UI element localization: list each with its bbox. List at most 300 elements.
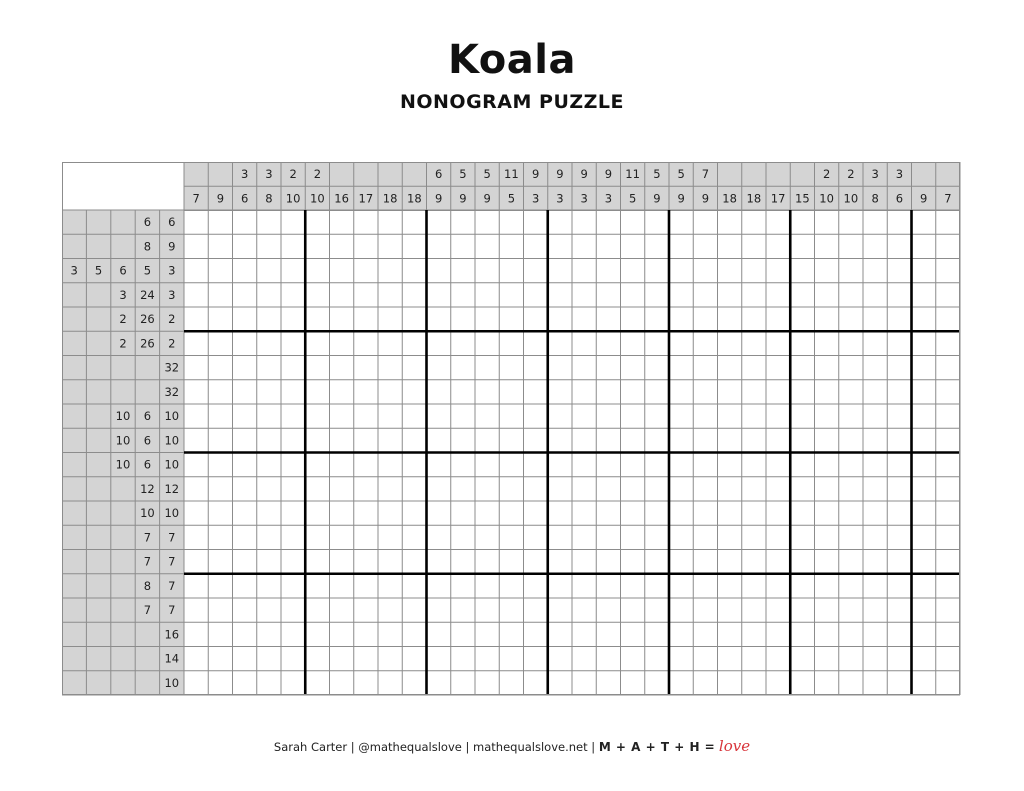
puzzle-cell[interactable] — [330, 283, 354, 307]
puzzle-cell[interactable] — [621, 550, 645, 574]
puzzle-cell[interactable] — [524, 404, 548, 428]
puzzle-cell[interactable] — [645, 598, 669, 622]
puzzle-cell[interactable] — [524, 283, 548, 307]
puzzle-cell[interactable] — [184, 647, 208, 671]
puzzle-cell[interactable] — [863, 525, 887, 549]
puzzle-cell[interactable] — [257, 259, 281, 283]
puzzle-cell[interactable] — [330, 525, 354, 549]
puzzle-cell[interactable] — [815, 331, 839, 355]
puzzle-cell[interactable] — [499, 622, 523, 646]
puzzle-cell[interactable] — [257, 525, 281, 549]
puzzle-cell[interactable] — [402, 331, 426, 355]
puzzle-cell[interactable] — [451, 307, 475, 331]
puzzle-cell[interactable] — [839, 574, 863, 598]
puzzle-cell[interactable] — [305, 380, 329, 404]
puzzle-cell[interactable] — [548, 550, 572, 574]
puzzle-cell[interactable] — [548, 622, 572, 646]
puzzle-cell[interactable] — [402, 671, 426, 695]
puzzle-cell[interactable] — [305, 283, 329, 307]
puzzle-cell[interactable] — [208, 501, 232, 525]
puzzle-cell[interactable] — [912, 234, 936, 258]
puzzle-cell[interactable] — [863, 550, 887, 574]
puzzle-cell[interactable] — [790, 598, 814, 622]
puzzle-cell[interactable] — [184, 598, 208, 622]
puzzle-cell[interactable] — [378, 307, 402, 331]
puzzle-cell[interactable] — [839, 428, 863, 452]
puzzle-cell[interactable] — [548, 283, 572, 307]
puzzle-cell[interactable] — [427, 331, 451, 355]
puzzle-cell[interactable] — [863, 428, 887, 452]
puzzle-cell[interactable] — [257, 671, 281, 695]
puzzle-cell[interactable] — [233, 477, 257, 501]
puzzle-cell[interactable] — [863, 307, 887, 331]
puzzle-cell[interactable] — [281, 331, 305, 355]
puzzle-cell[interactable] — [572, 380, 596, 404]
puzzle-cell[interactable] — [330, 380, 354, 404]
puzzle-cell[interactable] — [766, 380, 790, 404]
puzzle-cell[interactable] — [524, 622, 548, 646]
puzzle-cell[interactable] — [766, 331, 790, 355]
puzzle-cell[interactable] — [742, 501, 766, 525]
puzzle-cell[interactable] — [378, 622, 402, 646]
puzzle-cell[interactable] — [596, 307, 620, 331]
puzzle-cell[interactable] — [766, 550, 790, 574]
puzzle-cell[interactable] — [790, 550, 814, 574]
puzzle-cell[interactable] — [936, 598, 960, 622]
puzzle-cell[interactable] — [887, 477, 911, 501]
puzzle-cell[interactable] — [693, 477, 717, 501]
puzzle-cell[interactable] — [572, 283, 596, 307]
puzzle-cell[interactable] — [281, 356, 305, 380]
puzzle-cell[interactable] — [378, 501, 402, 525]
puzzle-cell[interactable] — [402, 283, 426, 307]
puzzle-cell[interactable] — [766, 574, 790, 598]
puzzle-cell[interactable] — [257, 404, 281, 428]
puzzle-cell[interactable] — [402, 453, 426, 477]
puzzle-cell[interactable] — [790, 671, 814, 695]
puzzle-cell[interactable] — [645, 525, 669, 549]
puzzle-cell[interactable] — [718, 404, 742, 428]
puzzle-cell[interactable] — [499, 404, 523, 428]
puzzle-cell[interactable] — [281, 598, 305, 622]
puzzle-cell[interactable] — [766, 234, 790, 258]
puzzle-cell[interactable] — [378, 550, 402, 574]
puzzle-cell[interactable] — [281, 501, 305, 525]
puzzle-cell[interactable] — [281, 574, 305, 598]
puzzle-cell[interactable] — [330, 331, 354, 355]
puzzle-cell[interactable] — [693, 501, 717, 525]
puzzle-cell[interactable] — [693, 622, 717, 646]
puzzle-cell[interactable] — [330, 428, 354, 452]
puzzle-cell[interactable] — [669, 647, 693, 671]
puzzle-cell[interactable] — [354, 453, 378, 477]
puzzle-cell[interactable] — [718, 283, 742, 307]
puzzle-cell[interactable] — [912, 622, 936, 646]
puzzle-cell[interactable] — [330, 550, 354, 574]
puzzle-cell[interactable] — [742, 404, 766, 428]
puzzle-cell[interactable] — [354, 574, 378, 598]
puzzle-cell[interactable] — [572, 574, 596, 598]
puzzle-cell[interactable] — [572, 598, 596, 622]
puzzle-cell[interactable] — [451, 210, 475, 234]
puzzle-cell[interactable] — [863, 331, 887, 355]
puzzle-cell[interactable] — [257, 622, 281, 646]
puzzle-cell[interactable] — [766, 428, 790, 452]
puzzle-cell[interactable] — [305, 477, 329, 501]
puzzle-cell[interactable] — [693, 307, 717, 331]
puzzle-cell[interactable] — [887, 525, 911, 549]
puzzle-cell[interactable] — [281, 234, 305, 258]
puzzle-cell[interactable] — [257, 380, 281, 404]
puzzle-cell[interactable] — [669, 210, 693, 234]
puzzle-cell[interactable] — [475, 550, 499, 574]
puzzle-cell[interactable] — [718, 234, 742, 258]
puzzle-cell[interactable] — [281, 283, 305, 307]
puzzle-cell[interactable] — [645, 622, 669, 646]
puzzle-cell[interactable] — [548, 331, 572, 355]
puzzle-cell[interactable] — [402, 501, 426, 525]
puzzle-cell[interactable] — [742, 574, 766, 598]
puzzle-cell[interactable] — [863, 598, 887, 622]
puzzle-cell[interactable] — [305, 428, 329, 452]
puzzle-cell[interactable] — [887, 428, 911, 452]
puzzle-cell[interactable] — [354, 622, 378, 646]
puzzle-cell[interactable] — [596, 283, 620, 307]
puzzle-cell[interactable] — [499, 307, 523, 331]
puzzle-cell[interactable] — [330, 307, 354, 331]
puzzle-cell[interactable] — [645, 550, 669, 574]
puzzle-cell[interactable] — [427, 671, 451, 695]
puzzle-cell[interactable] — [790, 477, 814, 501]
puzzle-cell[interactable] — [766, 501, 790, 525]
puzzle-cell[interactable] — [208, 356, 232, 380]
puzzle-cell[interactable] — [378, 428, 402, 452]
puzzle-cell[interactable] — [766, 307, 790, 331]
puzzle-cell[interactable] — [596, 404, 620, 428]
puzzle-cell[interactable] — [596, 501, 620, 525]
puzzle-cell[interactable] — [499, 647, 523, 671]
puzzle-cell[interactable] — [184, 210, 208, 234]
puzzle-cell[interactable] — [863, 501, 887, 525]
puzzle-cell[interactable] — [572, 234, 596, 258]
puzzle-cell[interactable] — [621, 525, 645, 549]
puzzle-cell[interactable] — [378, 356, 402, 380]
puzzle-cell[interactable] — [645, 210, 669, 234]
puzzle-cell[interactable] — [766, 477, 790, 501]
puzzle-cell[interactable] — [815, 647, 839, 671]
puzzle-cell[interactable] — [742, 210, 766, 234]
puzzle-cell[interactable] — [208, 453, 232, 477]
puzzle-cell[interactable] — [524, 259, 548, 283]
puzzle-cell[interactable] — [427, 525, 451, 549]
puzzle-cell[interactable] — [863, 453, 887, 477]
puzzle-cell[interactable] — [839, 671, 863, 695]
puzzle-cell[interactable] — [815, 525, 839, 549]
puzzle-cell[interactable] — [524, 525, 548, 549]
puzzle-cell[interactable] — [645, 453, 669, 477]
puzzle-cell[interactable] — [621, 671, 645, 695]
puzzle-cell[interactable] — [936, 307, 960, 331]
puzzle-cell[interactable] — [451, 647, 475, 671]
puzzle-cell[interactable] — [548, 525, 572, 549]
puzzle-cell[interactable] — [475, 671, 499, 695]
puzzle-cell[interactable] — [572, 622, 596, 646]
puzzle-cell[interactable] — [208, 598, 232, 622]
puzzle-cell[interactable] — [693, 428, 717, 452]
puzzle-cell[interactable] — [475, 210, 499, 234]
puzzle-cell[interactable] — [839, 404, 863, 428]
puzzle-cell[interactable] — [305, 307, 329, 331]
puzzle-cell[interactable] — [669, 283, 693, 307]
puzzle-cell[interactable] — [427, 477, 451, 501]
puzzle-cell[interactable] — [693, 234, 717, 258]
puzzle-cell[interactable] — [378, 404, 402, 428]
puzzle-cell[interactable] — [669, 501, 693, 525]
puzzle-cell[interactable] — [596, 525, 620, 549]
puzzle-cell[interactable] — [790, 380, 814, 404]
puzzle-cell[interactable] — [427, 210, 451, 234]
puzzle-cell[interactable] — [742, 598, 766, 622]
puzzle-cell[interactable] — [742, 234, 766, 258]
puzzle-cell[interactable] — [475, 501, 499, 525]
puzzle-cell[interactable] — [912, 550, 936, 574]
puzzle-cell[interactable] — [233, 210, 257, 234]
puzzle-cell[interactable] — [766, 671, 790, 695]
puzzle-cell[interactable] — [863, 647, 887, 671]
puzzle-cell[interactable] — [233, 259, 257, 283]
puzzle-cell[interactable] — [378, 671, 402, 695]
puzzle-cell[interactable] — [669, 428, 693, 452]
puzzle-cell[interactable] — [524, 356, 548, 380]
puzzle-cell[interactable] — [596, 477, 620, 501]
puzzle-cell[interactable] — [693, 574, 717, 598]
puzzle-cell[interactable] — [912, 525, 936, 549]
puzzle-cell[interactable] — [839, 550, 863, 574]
puzzle-cell[interactable] — [427, 622, 451, 646]
puzzle-cell[interactable] — [548, 428, 572, 452]
puzzle-cell[interactable] — [596, 647, 620, 671]
puzzle-cell[interactable] — [402, 622, 426, 646]
puzzle-cell[interactable] — [499, 331, 523, 355]
puzzle-cell[interactable] — [548, 210, 572, 234]
puzzle-cell[interactable] — [208, 574, 232, 598]
puzzle-cell[interactable] — [184, 283, 208, 307]
puzzle-cell[interactable] — [839, 598, 863, 622]
puzzle-cell[interactable] — [208, 404, 232, 428]
puzzle-cell[interactable] — [499, 671, 523, 695]
puzzle-cell[interactable] — [305, 453, 329, 477]
puzzle-cell[interactable] — [548, 259, 572, 283]
puzzle-cell[interactable] — [621, 234, 645, 258]
puzzle-cell[interactable] — [524, 574, 548, 598]
puzzle-cell[interactable] — [499, 598, 523, 622]
puzzle-cell[interactable] — [863, 234, 887, 258]
puzzle-cell[interactable] — [669, 574, 693, 598]
puzzle-cell[interactable] — [718, 210, 742, 234]
puzzle-cell[interactable] — [936, 283, 960, 307]
puzzle-cell[interactable] — [621, 574, 645, 598]
puzzle-cell[interactable] — [887, 501, 911, 525]
puzzle-cell[interactable] — [863, 259, 887, 283]
puzzle-cell[interactable] — [815, 453, 839, 477]
puzzle-cell[interactable] — [354, 525, 378, 549]
puzzle-cell[interactable] — [451, 331, 475, 355]
puzzle-cell[interactable] — [305, 331, 329, 355]
puzzle-cell[interactable] — [839, 622, 863, 646]
puzzle-cell[interactable] — [354, 331, 378, 355]
puzzle-cell[interactable] — [257, 428, 281, 452]
puzzle-cell[interactable] — [718, 307, 742, 331]
puzzle-cell[interactable] — [427, 404, 451, 428]
puzzle-cell[interactable] — [887, 331, 911, 355]
puzzle-cell[interactable] — [475, 525, 499, 549]
puzzle-cell[interactable] — [548, 501, 572, 525]
puzzle-cell[interactable] — [790, 331, 814, 355]
puzzle-cell[interactable] — [572, 525, 596, 549]
puzzle-cell[interactable] — [693, 380, 717, 404]
puzzle-cell[interactable] — [499, 574, 523, 598]
puzzle-cell[interactable] — [718, 356, 742, 380]
puzzle-cell[interactable] — [354, 428, 378, 452]
puzzle-cell[interactable] — [912, 453, 936, 477]
puzzle-cell[interactable] — [669, 331, 693, 355]
puzzle-cell[interactable] — [936, 525, 960, 549]
puzzle-cell[interactable] — [451, 404, 475, 428]
puzzle-cell[interactable] — [402, 404, 426, 428]
puzzle-cell[interactable] — [766, 283, 790, 307]
puzzle-cell[interactable] — [281, 380, 305, 404]
puzzle-cell[interactable] — [645, 380, 669, 404]
puzzle-cell[interactable] — [257, 210, 281, 234]
puzzle-cell[interactable] — [281, 525, 305, 549]
puzzle-cell[interactable] — [257, 501, 281, 525]
puzzle-cell[interactable] — [693, 259, 717, 283]
puzzle-cell[interactable] — [621, 501, 645, 525]
puzzle-cell[interactable] — [621, 404, 645, 428]
puzzle-cell[interactable] — [839, 453, 863, 477]
puzzle-cell[interactable] — [499, 234, 523, 258]
puzzle-cell[interactable] — [281, 404, 305, 428]
puzzle-cell[interactable] — [475, 453, 499, 477]
puzzle-cell[interactable] — [621, 598, 645, 622]
puzzle-cell[interactable] — [815, 671, 839, 695]
puzzle-cell[interactable] — [790, 283, 814, 307]
puzzle-cell[interactable] — [402, 550, 426, 574]
puzzle-cell[interactable] — [548, 307, 572, 331]
puzzle-cell[interactable] — [378, 647, 402, 671]
puzzle-cell[interactable] — [645, 331, 669, 355]
puzzle-cell[interactable] — [645, 234, 669, 258]
puzzle-cell[interactable] — [766, 210, 790, 234]
puzzle-cell[interactable] — [718, 453, 742, 477]
puzzle-cell[interactable] — [305, 234, 329, 258]
puzzle-cell[interactable] — [912, 210, 936, 234]
puzzle-cell[interactable] — [693, 210, 717, 234]
puzzle-cell[interactable] — [718, 622, 742, 646]
puzzle-cell[interactable] — [693, 331, 717, 355]
puzzle-cell[interactable] — [499, 428, 523, 452]
puzzle-cell[interactable] — [524, 380, 548, 404]
puzzle-cell[interactable] — [887, 356, 911, 380]
puzzle-cell[interactable] — [524, 210, 548, 234]
puzzle-cell[interactable] — [330, 574, 354, 598]
puzzle-cell[interactable] — [645, 428, 669, 452]
puzzle-cell[interactable] — [863, 477, 887, 501]
puzzle-cell[interactable] — [548, 574, 572, 598]
puzzle-cell[interactable] — [208, 307, 232, 331]
puzzle-cell[interactable] — [475, 404, 499, 428]
puzzle-cell[interactable] — [257, 574, 281, 598]
puzzle-cell[interactable] — [475, 331, 499, 355]
puzzle-cell[interactable] — [815, 550, 839, 574]
puzzle-cell[interactable] — [839, 234, 863, 258]
puzzle-cell[interactable] — [281, 453, 305, 477]
puzzle-cell[interactable] — [572, 210, 596, 234]
puzzle-cell[interactable] — [354, 380, 378, 404]
puzzle-cell[interactable] — [572, 501, 596, 525]
puzzle-cell[interactable] — [863, 404, 887, 428]
puzzle-cell[interactable] — [354, 283, 378, 307]
puzzle-cell[interactable] — [257, 356, 281, 380]
puzzle-cell[interactable] — [815, 283, 839, 307]
puzzle-cell[interactable] — [305, 259, 329, 283]
puzzle-cell[interactable] — [839, 647, 863, 671]
puzzle-cell[interactable] — [693, 550, 717, 574]
puzzle-cell[interactable] — [475, 428, 499, 452]
puzzle-cell[interactable] — [596, 550, 620, 574]
puzzle-cell[interactable] — [427, 234, 451, 258]
puzzle-cell[interactable] — [354, 234, 378, 258]
puzzle-cell[interactable] — [693, 283, 717, 307]
puzzle-cell[interactable] — [257, 598, 281, 622]
puzzle-cell[interactable] — [936, 501, 960, 525]
puzzle-cell[interactable] — [451, 477, 475, 501]
puzzle-cell[interactable] — [645, 259, 669, 283]
puzzle-cell[interactable] — [475, 622, 499, 646]
puzzle-cell[interactable] — [766, 356, 790, 380]
puzzle-cell[interactable] — [645, 574, 669, 598]
puzzle-cell[interactable] — [427, 453, 451, 477]
puzzle-cell[interactable] — [305, 647, 329, 671]
puzzle-cell[interactable] — [451, 550, 475, 574]
puzzle-cell[interactable] — [330, 647, 354, 671]
puzzle-cell[interactable] — [257, 550, 281, 574]
puzzle-cell[interactable] — [839, 501, 863, 525]
puzzle-cell[interactable] — [621, 622, 645, 646]
puzzle-cell[interactable] — [742, 647, 766, 671]
puzzle-cell[interactable] — [354, 550, 378, 574]
puzzle-cell[interactable] — [402, 477, 426, 501]
puzzle-cell[interactable] — [621, 647, 645, 671]
puzzle-cell[interactable] — [354, 210, 378, 234]
puzzle-cell[interactable] — [839, 259, 863, 283]
puzzle-cell[interactable] — [233, 234, 257, 258]
puzzle-cell[interactable] — [330, 210, 354, 234]
puzzle-cell[interactable] — [669, 259, 693, 283]
puzzle-cell[interactable] — [596, 574, 620, 598]
puzzle-cell[interactable] — [936, 234, 960, 258]
puzzle-cell[interactable] — [669, 550, 693, 574]
puzzle-cell[interactable] — [790, 234, 814, 258]
puzzle-cell[interactable] — [475, 307, 499, 331]
puzzle-cell[interactable] — [233, 647, 257, 671]
puzzle-cell[interactable] — [572, 259, 596, 283]
puzzle-cell[interactable] — [936, 404, 960, 428]
puzzle-cell[interactable] — [402, 525, 426, 549]
puzzle-cell[interactable] — [742, 550, 766, 574]
puzzle-cell[interactable] — [815, 404, 839, 428]
puzzle-cell[interactable] — [330, 671, 354, 695]
